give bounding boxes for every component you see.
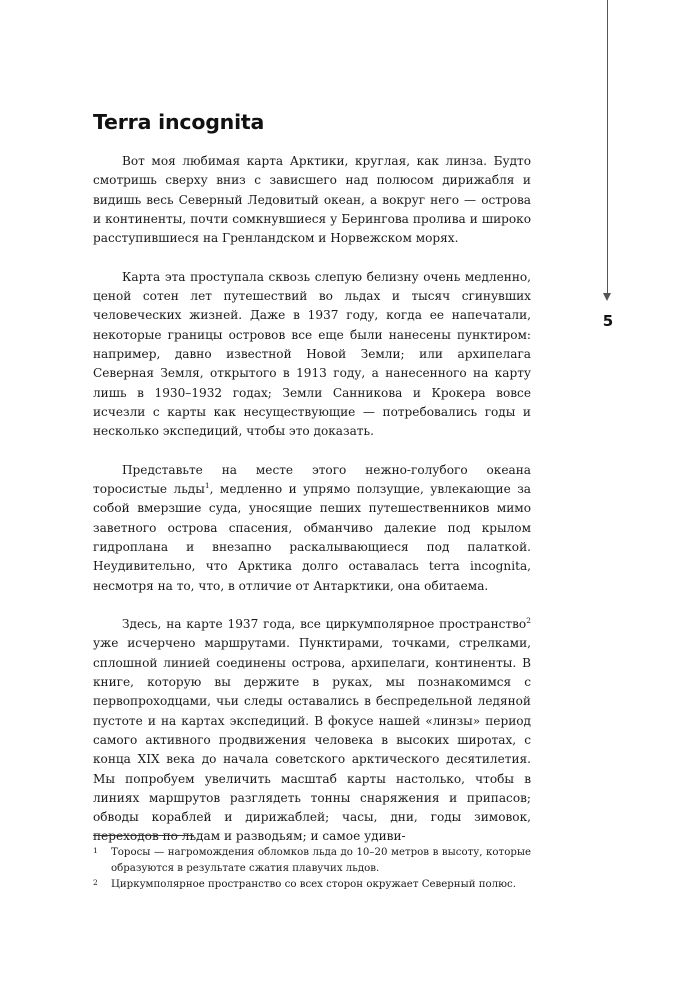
footnote-divider [93, 835, 194, 836]
paragraph-text: уже исчерчено маршрутами. Пунктирами, точками, стрелками, сплошной линией соединены острова, архипелаги, континенты. В книге, которую вы держите в руках, мы познакомимся с первопроходцами, чьи следы оставались в беспредельной ледяной пустоте и на картах экспедиций. В фокусе нашей «линзы» период самого активного продвижения человека в высоких широтах, с конца XIX века до начала советского арктического десятилетия. Мы попробуем увеличить масштаб карты настолько, чтобы в линиях маршрутов разглядеть тонны снаряжения и припасов; обводы кораблей и дирижаблей; часы, дни, годы зимовок, переходов по льдам и разводьям; и самое удиви- [93, 636, 531, 844]
chapter-title: Terra incognita [93, 110, 265, 134]
paragraph-3 [93, 461, 531, 596]
edge-marker-line [607, 0, 608, 295]
footnote-number: 1 [93, 846, 98, 855]
paragraph-text: Здесь, на карте 1937 года, все циркумполярное пространство [122, 617, 527, 632]
paragraph-text: , медленно и упрямо ползущие, увлекающие за собой вмерзшие суда, уносящие пеших путешественников мимо заветного острова спасения, обманчиво далекие под крылом гидроплана и внезапно раскалывающиеся под палаткой. Неудивительно, что Арктика долго оставалась terra incognita, несмотря на то, что, в отличие от Антарктики, она обитаема. [93, 482, 532, 593]
paragraph-text: Представьте на месте этого нежно-голубого океана торосистые льды [93, 462, 531, 497]
paragraph-text: Вот моя любимая карта Арктики, круглая, как линза. Будто смотришь сверху вниз с зависшего над полюсом дирижабля и видишь весь Северный Ледовитый океан, а вокруг него — острова и континенты, почти сомкнувшиеся у Берингова пролива и широко расступившиеся на Гренландском и Норвежском морях. [93, 154, 531, 246]
footnote-ref-1[interactable]: 1 [204, 481, 210, 491]
paragraph-1 [93, 152, 531, 248]
footnote-1 [93, 845, 531, 877]
paragraph-text: Карта эта проступала сквозь слепую белизну очень медленно, ценой сотен лет путешествий во льдах и тысяч сгинувших человеческих жизней. Даже в 1937 году, когда ее напечатали, некоторые границы островов все еще были нанесены пунктиром: например, давно известной Новой Земли; или архипелага Северная Земля, открытого в 1913 году, а нанесенного на карту лишь в 1930–1932 годах; Земли Санникова и Крокера вовсе исчезли с карты как несуществующие — потребовались годы и несколько экспедиций, чтобы это доказать. [93, 269, 531, 439]
arrow-down-icon [603, 293, 611, 301]
footnote-ref-2[interactable]: 2 [526, 616, 531, 626]
footnotes [93, 845, 531, 893]
page-number: 5 [602, 312, 614, 330]
footnote-text: Циркумполярное пространство со всех сторон окружает Северный полюс. [111, 879, 516, 890]
footnote-2 [93, 877, 531, 893]
footnote-text: Торосы — нагромождения обломков льда до 10–20 метров в высоту, которые образуются в результате сжатия плавучих льдов. [111, 847, 531, 874]
paragraph-2 [93, 268, 531, 442]
body-text [93, 152, 531, 847]
footnote-number: 2 [93, 878, 98, 887]
paragraph-4 [93, 615, 531, 847]
